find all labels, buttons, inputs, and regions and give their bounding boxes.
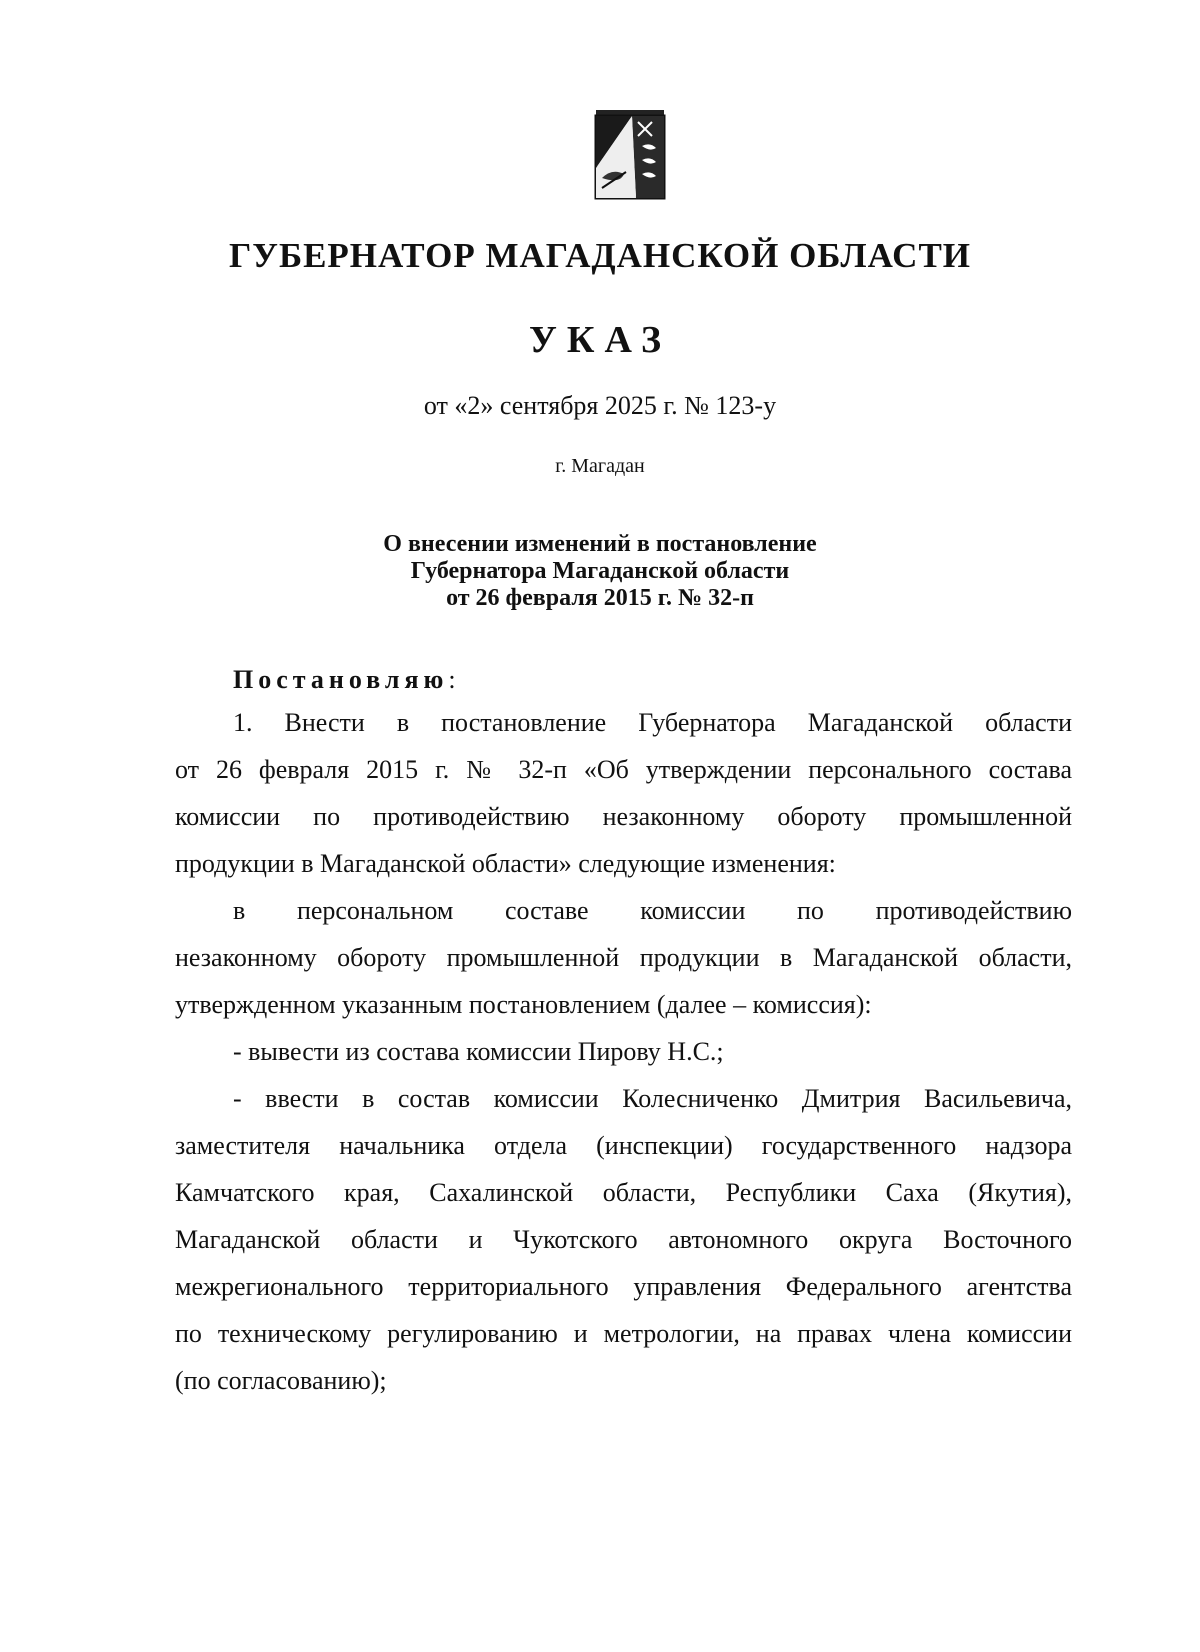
body-line: продукции в Магаданской области» следующие изменения: xyxy=(175,849,836,878)
body-line: от 26 февраля 2015 г. № 32-п «Об утверждении персонального состава xyxy=(175,755,1072,784)
body-line: Камчатского края, Сахалинской области, Республики Саха (Якутия), xyxy=(175,1178,1072,1207)
body-line: по техническому регулированию и метрологии, на правах члена комиссии xyxy=(175,1319,1072,1348)
body-line: утвержденном указанным постановлением (далее – комиссия): xyxy=(175,990,872,1019)
subject-line: от 26 февраля 2015 г. № 32-п xyxy=(446,585,754,611)
document-city: г. Магадан xyxy=(555,455,645,477)
body-line: (по согласованию); xyxy=(175,1366,387,1395)
document-date-number: от «2» сентября 2025 г. № 123-у xyxy=(423,391,777,420)
subject-line: О внесении изменений в постановление xyxy=(383,531,817,557)
body-line: - ввести в состав комиссии Колесниченко Дмитрия Васильевича, xyxy=(233,1084,1072,1113)
document-subject xyxy=(0,531,1200,612)
resolve-word: Постановляю xyxy=(233,665,449,694)
subject-line: Губернатора Магаданской области xyxy=(410,558,790,584)
body-line: комиссии по противодействию незаконному обороту промышленной xyxy=(175,802,1072,831)
body-line: Магаданской области и Чукотского автономного округа Восточного xyxy=(175,1225,1072,1254)
resolve-colon: : xyxy=(448,665,456,694)
body-line: в персональном составе комиссии по противодействию xyxy=(233,896,1072,925)
body-line: заместителя начальника отдела (инспекции) государственного надзора xyxy=(175,1131,1072,1160)
magadan-coat-of-arms-icon xyxy=(592,108,668,204)
issuing-authority: ГУБЕРНАТОР МАГАДАНСКОЙ ОБЛАСТИ xyxy=(228,236,972,275)
body-line: - вывести из состава комиссии Пирову Н.С.; xyxy=(233,1037,724,1066)
body-line: 1. Внести в постановление Губернатора Магаданской области xyxy=(233,708,1072,737)
body-line: незаконному обороту промышленной продукции в Магаданской области, xyxy=(175,943,1072,972)
body-line: межрегионального территориального управления Федерального агентства xyxy=(175,1272,1072,1301)
document-type-title: УКАЗ xyxy=(529,319,671,361)
resolve-heading xyxy=(175,663,1072,697)
